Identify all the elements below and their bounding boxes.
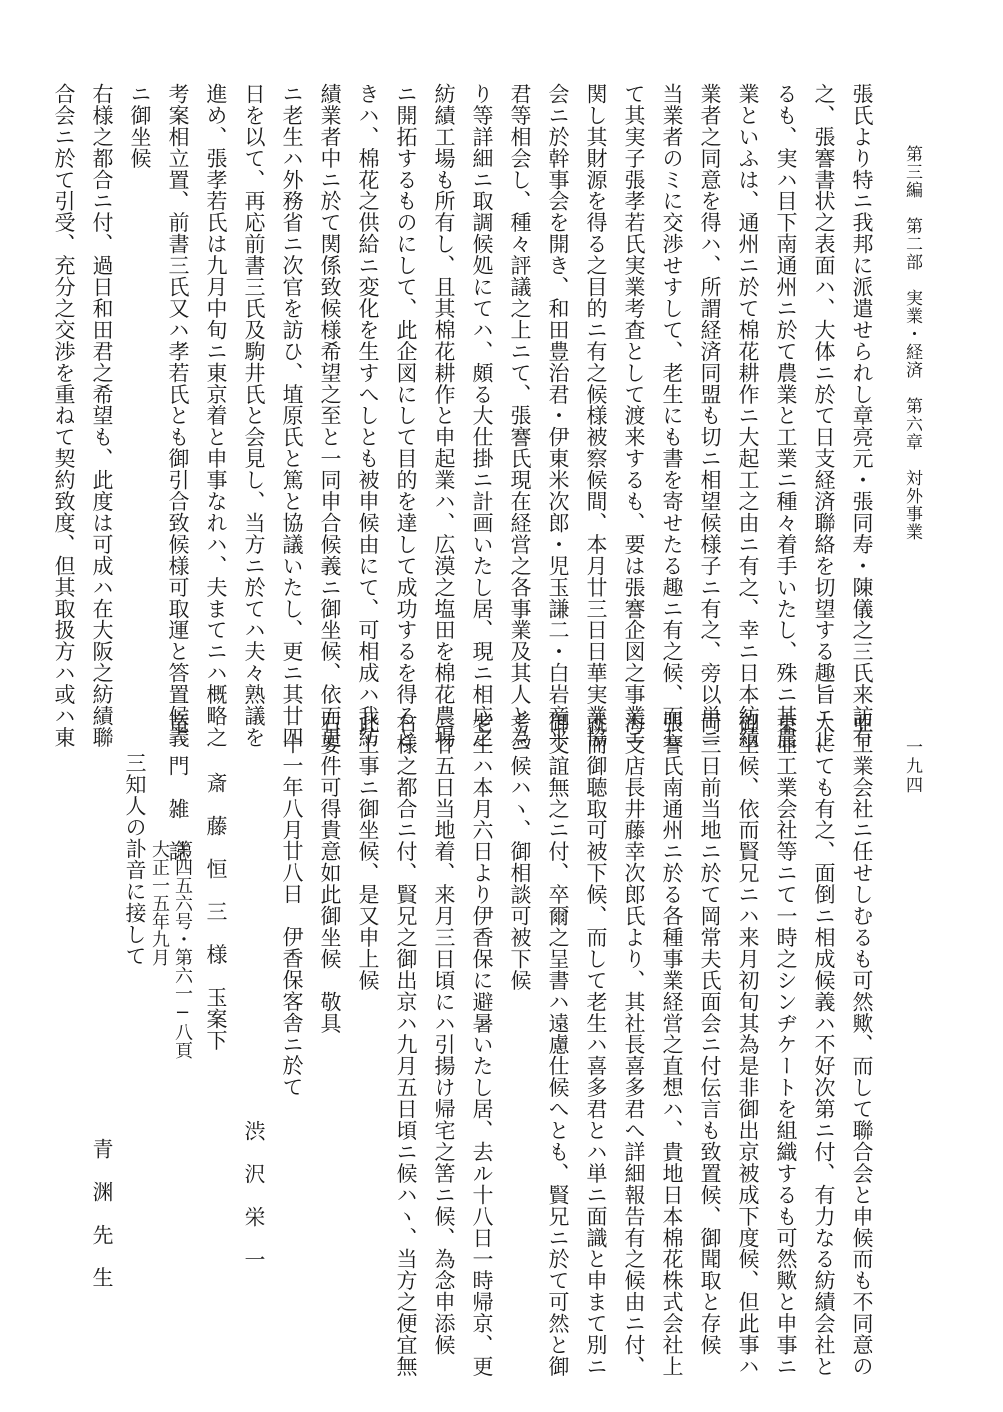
text-line: 人にても有之、面倒ニ相成候義ハ不好次第ニ付、有力なる紡績会社と xyxy=(812,712,836,1377)
text-line: 業者之同意を得ハ、所謂経済同盟も切ニ相望候様子ニ有之、旁以単ニ xyxy=(698,83,722,748)
text-line: 会ニ於幹事会を開き、和田豊治君・伊東米次郎・児玉謙二・白岩竜平 xyxy=(546,83,570,748)
letter-recipient: 青 渊 先 生 xyxy=(90,1138,114,1289)
magazine-title: 竜 門 雑 誌 xyxy=(166,712,190,863)
text-line: 老生ハ本月六日より伊香保に避暑いたし居、去ル十八日一時帰京、更 xyxy=(470,712,494,1377)
text-line: 亜工業会社ニ任せしむるも可然歟、而して聯合会と申候而も不同意の xyxy=(850,712,874,1377)
text-line: 考ニ候ハヽ、御相談可被下候 xyxy=(508,712,532,991)
text-line: 業といふは、通州ニ於て棉花耕作ニ大起工之由ニ有之、幸ニ日本紡績 xyxy=(736,83,760,748)
text-line: ニ御坐候 xyxy=(128,83,152,169)
text-line: 之、張謇書状之表面ハ、大体ニ於て日支経済聯絡を切望する趣旨ニ止 xyxy=(812,83,836,748)
text-line: て其実子張孝若氏実業考査として渡来するも、要は張謇企図之事業ニ xyxy=(622,83,646,748)
article-heading: 三知人の訃音に接して xyxy=(123,752,147,967)
text-line: るも、実ハ目下南通州ニ於て農業と工業ニ種々着手いたし、殊ニ其農 xyxy=(774,83,798,748)
letter-date: 十一年八月廿八日 伊香保客舎ニ於て xyxy=(280,733,304,1098)
text-line: 進め、張孝若氏は九月中旬ニ東京着と申事なれハ、夫まてニハ概略之 xyxy=(204,83,228,748)
text-line: 日を以て、再応前書三氏及駒井氏と会見し、当方ニ於てハ夫々熟議を xyxy=(242,83,266,748)
text-line: 当業者のミに交渉せすして、老生にも書を寄せたる趣ニ有之候、而し xyxy=(660,83,684,748)
text-line: 海支店長井藤幸次郎氏より、其社長喜多君へ詳細報告有之候由ニ付、 xyxy=(622,712,646,1377)
text-line: 合会ニ於て引受、充分之交渉を重ねて契約致度、但其取扱方ハ或ハ東 xyxy=(52,83,76,748)
text-line: 右様之都合ニ付、過日和田君之希望も、此度は可成ハ在大阪之紡績聯 xyxy=(90,83,114,748)
text-line: 御坐候、依而賢兄ニハ来月初旬其為是非御出京被成下度候、但此事ハ xyxy=(736,712,760,1377)
text-line: 御交誼無之ニ付、卒爾之呈書ハ遠慮仕候へとも、賢兄ニ於て可然と御 xyxy=(546,712,570,1377)
source-ref-line: 第四五六号・第六一−八頁 xyxy=(172,840,193,1059)
text-line: 此上事ニ御坐候、是又申上候 xyxy=(356,712,380,991)
text-line: 張氏より特ニ我邦に派遣せられし章亮元・張同寿・陳儀之三氏来訪有 xyxy=(850,83,874,748)
text-line: ニ廿五日当地着、来月三日頃にハ引揚け帰宅之筈ニ候、為念申添候 xyxy=(432,712,456,1356)
text-line: ニ老生ハ外務省ニ次官を訪ひ、埴原氏と篤と協議いたし、更ニ其廿四 xyxy=(280,83,304,748)
text-line: 東亜工業会社等ニて一時之シンヂケートを組織するも可然歟と申事ニ xyxy=(774,712,798,1377)
letter-cc: 斎 藤 恒 三 様 玉案下 xyxy=(204,772,228,1051)
text-line: 関し其財源を得る之目的ニ有之候様被察候間、本月廿三日日華実業協 xyxy=(584,83,608,748)
letter-sender: 渋 沢 栄 一 xyxy=(242,1120,266,1271)
text-line: 績業者中ニ於て関係致候様希望之至と一同申合候義ニ御坐候、依而更 xyxy=(318,83,342,748)
text-line: きハ、棉花之供給ニ変化を生すへしとも被申候由にて、可相成ハ我紡 xyxy=(356,83,380,748)
text-line: 右要件可得貴意如此御坐候 敬具 xyxy=(318,712,342,1034)
text-line: 就而御聴取可被下候、而して老生ハ喜多君とハ単ニ面識と申まて別ニ xyxy=(584,712,608,1377)
text-line: ニ開拓するものにして、此企図にして目的を達して成功するを得ると xyxy=(394,83,418,748)
text-line: り等詳細ニ取調候処にてハ、頗る大仕掛ニ計画いたし居、現ニ相応之 xyxy=(470,83,494,748)
running-header: 第三編 第二部 実業・経済 第六章 対外事業 xyxy=(902,145,922,541)
text-line: 君等相会し、種々評議之上ニて、張謇氏現在経営之各事業及其人と為 xyxy=(508,83,532,748)
source-ref-line: 大正一五年九月 xyxy=(149,840,170,966)
text-line: 張謇氏南通州ニ於る各種事業経営之直想ハ、貴地日本棉花株式会社上 xyxy=(660,712,684,1377)
text-line: 右様之都合ニ付、賢兄之御出京ハ九月五日頃ニ候ハヽ、当方之便宜無 xyxy=(394,712,418,1377)
text-line: 紡績工場も所有し、且其棉花耕作と申起業ハ、広漠之塩田を棉花農場 xyxy=(432,83,456,748)
text-line: 考案相立置、前書三氏又ハ孝若氏とも御引合致候様可取運と答置候義 xyxy=(166,83,190,748)
text-line: 両三日前当地ニ於て岡常夫氏面会ニ付伝言も致置候、御聞取と存候 xyxy=(698,712,722,1356)
page-number: 一九四 xyxy=(902,738,922,795)
